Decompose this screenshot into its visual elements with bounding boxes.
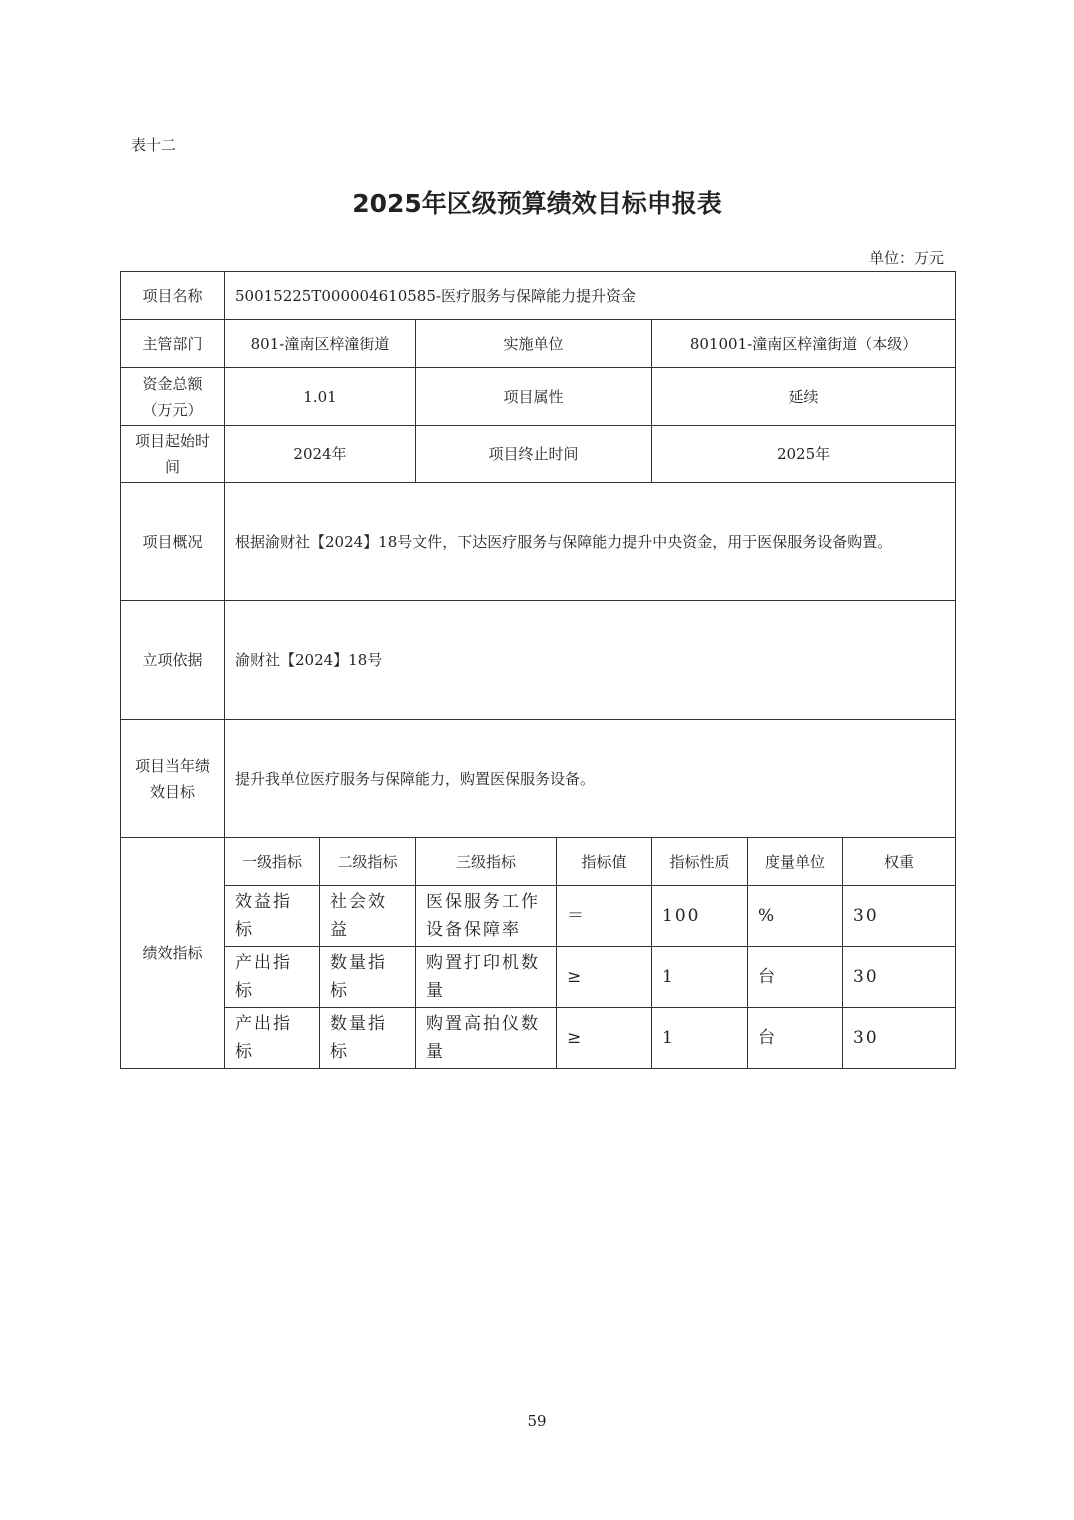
start-time-label: 项目起始时间 [121, 426, 225, 483]
metric-value: 1 [652, 1008, 748, 1069]
overview-label: 项目概况 [121, 483, 225, 601]
metric-unit: 台 [748, 1008, 843, 1069]
dept-label: 主管部门 [121, 320, 225, 368]
metric-operator: ≥ [557, 947, 652, 1008]
impl-unit-label: 实施单位 [416, 320, 652, 368]
page-title: 2025年区级预算绩效目标申报表 [352, 189, 722, 218]
end-time-value: 2025年 [652, 426, 956, 483]
table-row [121, 601, 956, 720]
table-row [121, 483, 956, 601]
metrics-row [121, 1008, 956, 1069]
metric-unit: 台 [748, 947, 843, 1008]
metric-weight: 30 [843, 1008, 956, 1069]
metric-value: 100 [652, 886, 748, 947]
metrics-label: 绩效指标 [121, 838, 225, 1069]
metrics-header: 一级指标 [225, 838, 320, 886]
unit-label: 单位：万元 [868, 249, 944, 267]
metric-level2: 数量指标 [320, 947, 416, 1008]
end-time-label: 项目终止时间 [416, 426, 652, 483]
table-row [121, 720, 956, 838]
table-label: 表十二 [131, 136, 177, 154]
metrics-header: 权重 [843, 838, 956, 886]
metric-level1: 产出指标 [225, 1008, 320, 1069]
project-name-value: 50015225T000004610585-医疗服务与保障能力提升资金 [225, 272, 956, 320]
start-time-value: 2024年 [225, 426, 416, 483]
goal-label: 项目当年绩效目标 [121, 720, 225, 838]
metric-level3: 购置高拍仪数量 [416, 1008, 557, 1069]
metric-level3: 购置打印机数量 [416, 947, 557, 1008]
table-row [121, 272, 956, 320]
table-row [121, 368, 956, 426]
page-number: 59 [527, 1412, 547, 1430]
metrics-header: 指标性质 [652, 838, 748, 886]
metrics-header: 二级指标 [320, 838, 416, 886]
metric-level3: 医保服务工作设备保障率 [416, 886, 557, 947]
basis-value: 渝财社【2024】18号 [225, 601, 956, 720]
metric-weight: 30 [843, 886, 956, 947]
metric-unit: % [748, 886, 843, 947]
metrics-row [121, 886, 956, 947]
metric-level1: 效益指标 [225, 886, 320, 947]
metric-value: 1 [652, 947, 748, 1008]
budget-performance-table [120, 271, 956, 1069]
table-row [121, 320, 956, 368]
metric-level2: 社会效益 [320, 886, 416, 947]
metric-operator: ≥ [557, 1008, 652, 1069]
metrics-header: 度量单位 [748, 838, 843, 886]
metrics-row [121, 947, 956, 1008]
metrics-header: 三级指标 [416, 838, 557, 886]
basis-label: 立项依据 [121, 601, 225, 720]
metric-level1: 产出指标 [225, 947, 320, 1008]
attr-label: 项目属性 [416, 368, 652, 426]
goal-value: 提升我单位医疗服务与保障能力，购置医保服务设备。 [225, 720, 956, 838]
metrics-header-row [121, 838, 956, 886]
metric-level2: 数量指标 [320, 1008, 416, 1069]
funds-value: 1.01 [225, 368, 416, 426]
attr-value: 延续 [652, 368, 956, 426]
funds-label: 资金总额（万元） [121, 368, 225, 426]
project-name-label: 项目名称 [121, 272, 225, 320]
metric-operator: ＝ [557, 886, 652, 947]
dept-value: 801-潼南区梓潼街道 [225, 320, 416, 368]
impl-unit-value: 801001-潼南区梓潼街道（本级） [652, 320, 956, 368]
metric-weight: 30 [843, 947, 956, 1008]
metrics-header: 指标值 [557, 838, 652, 886]
table-row [121, 426, 956, 483]
overview-value: 根据渝财社【2024】18号文件，下达医疗服务与保障能力提升中央资金，用于医保服务设备购置。 [225, 483, 956, 601]
